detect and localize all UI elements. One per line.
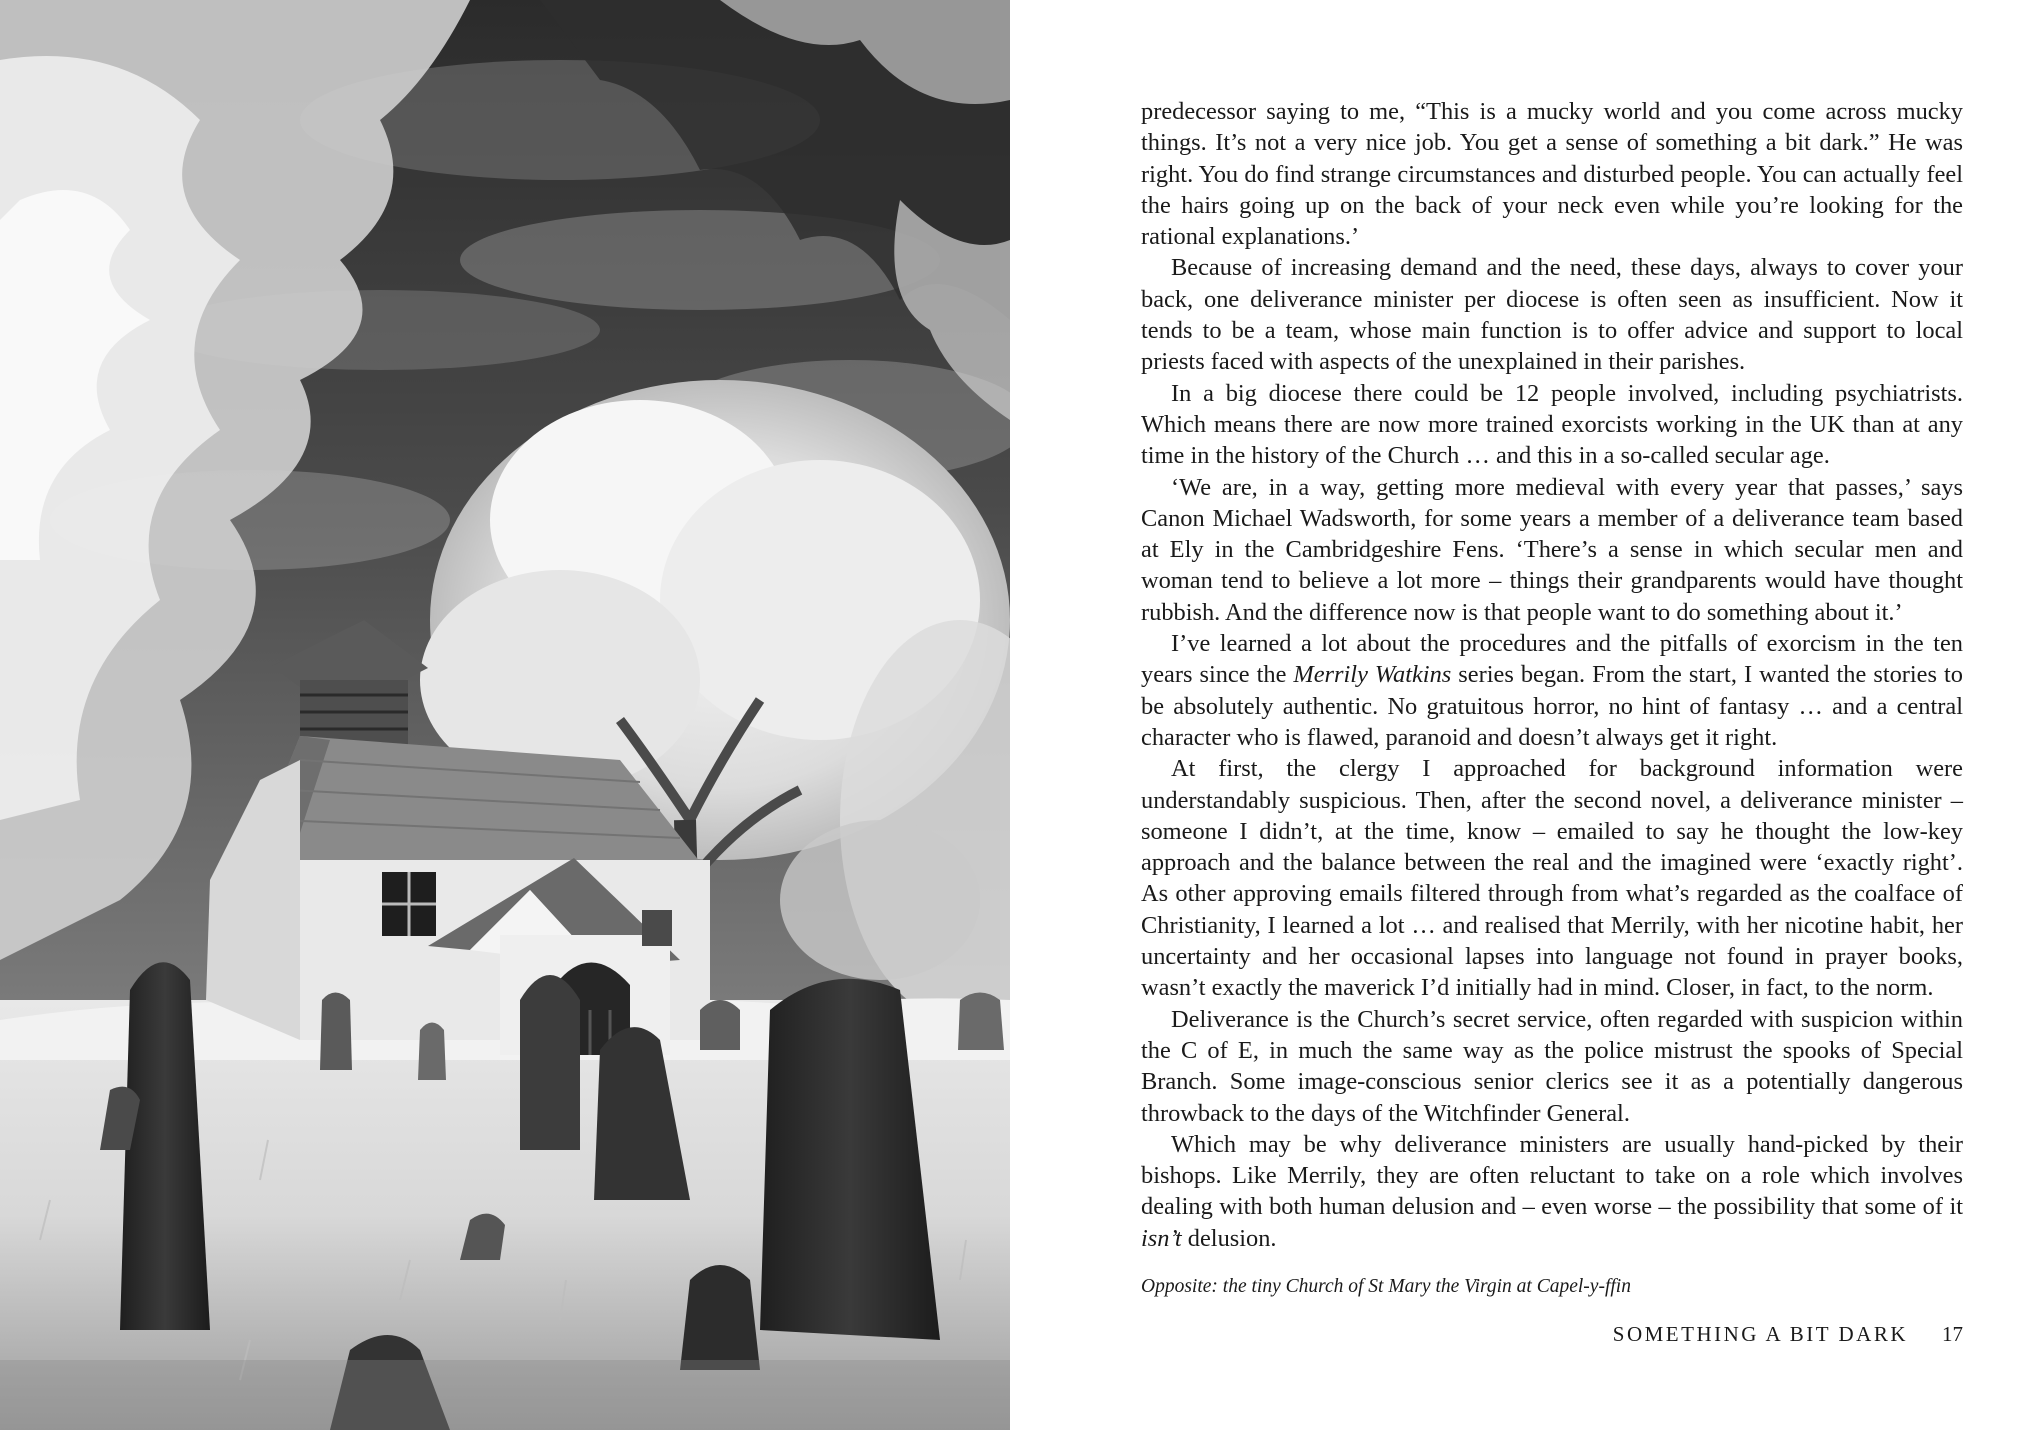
- italic-phrase: Merrily Watkins: [1293, 661, 1452, 689]
- paragraph-5: I’ve learned a lot about the procedures and the pitfalls of exorcism in the ten years since the Merrily Watkins series began. From the start, I wanted the stories to be absolutely authentic. No gratuitous horror, no hint of fantasy … and a central character who is flawed, paranoid and doesn’t always get it right.: [1141, 630, 1963, 751]
- page-number: 17: [1942, 1322, 1963, 1346]
- running-title: SOMETHING A BIT DARK: [1612, 1322, 1908, 1346]
- italic-phrase: isn’t: [1141, 1224, 1182, 1252]
- paragraph-6: At first, the clergy I approached for background information were understandably suspicious. Then, after the second novel, a deliverance minister – someone I didn’t, at the time, know – emailed to say he thought the low-key approach and the balance between the real and the imagined were ‘exactly right’. As other approving emails filtered through from what’s regarded as the coalface of Christianity, I learned a lot … and realised that Merrily, with her nicotine habit, her uncertainty and her occasional lapses into language not found in prayer books, wasn’t exactly the maverick I’d initially had in mind. Closer, in fact, to the norm.: [1141, 755, 1963, 1002]
- paragraph-4: ‘We are, in a way, getting more medieval with every year that passes,’ says Canon Michael Wadsworth, for some years a member of a deliverance team based at Ely in the Cambridgeshire Fens. ‘There’s a sense in which secular men and woman tend to believe a lot more – things their grandparents would have thought rubbish. And the difference now is that people want to do something about it.’: [1141, 473, 1963, 626]
- text-page: [1010, 0, 2020, 1430]
- running-footer: [1141, 1322, 1963, 1347]
- paragraph-8: Which may be why deliverance ministers are usually hand-picked by their bishops. Like Merrily, they are often reluctant to take on a role which involves dealing with both human delusion and – even worse – the possibility that some of it isn’t delusion.: [1141, 1130, 1963, 1252]
- paragraph-3: In a big diocese there could be 12 people involved, including psychiatrists. Which means there are now more trained exorcists working in the UK than at any time in the history of the Church … and this in a so-called secular age.: [1141, 379, 1963, 470]
- paragraph-7: Deliverance is the Church’s secret service, often regarded with suspicion within the C of E, in much the same way as the police mistrust the spooks of Special Branch. Some image-conscious senior clerics see it as a potentially dangerous throwback to the days of the Witchfinder General.: [1141, 1005, 1963, 1127]
- body-text: [1141, 96, 1963, 1254]
- paragraph-1: predecessor saying to me, “This is a mucky world and you come across mucky things. It’s not a very nice job. You get a sense of something a bit dark.” He was right. You do find strange circumstances and disturbed people. You can actually feel the hairs going up on the back of your neck even while you’re looking for the rational explanations.’: [1141, 98, 1963, 251]
- paragraph-2: Because of increasing demand and the need, these days, always to cover your back, one deliverance minister per diocese is often seen as insufficient. Now it tends to be a team, whose main function is to offer advice and support to local priests faced with aspects of the unexplained in their parishes.: [1141, 254, 1963, 376]
- photo-caption: Opposite: the tiny Church of St Mary the Virgin at Capel-y-ffin: [1141, 1276, 1631, 1297]
